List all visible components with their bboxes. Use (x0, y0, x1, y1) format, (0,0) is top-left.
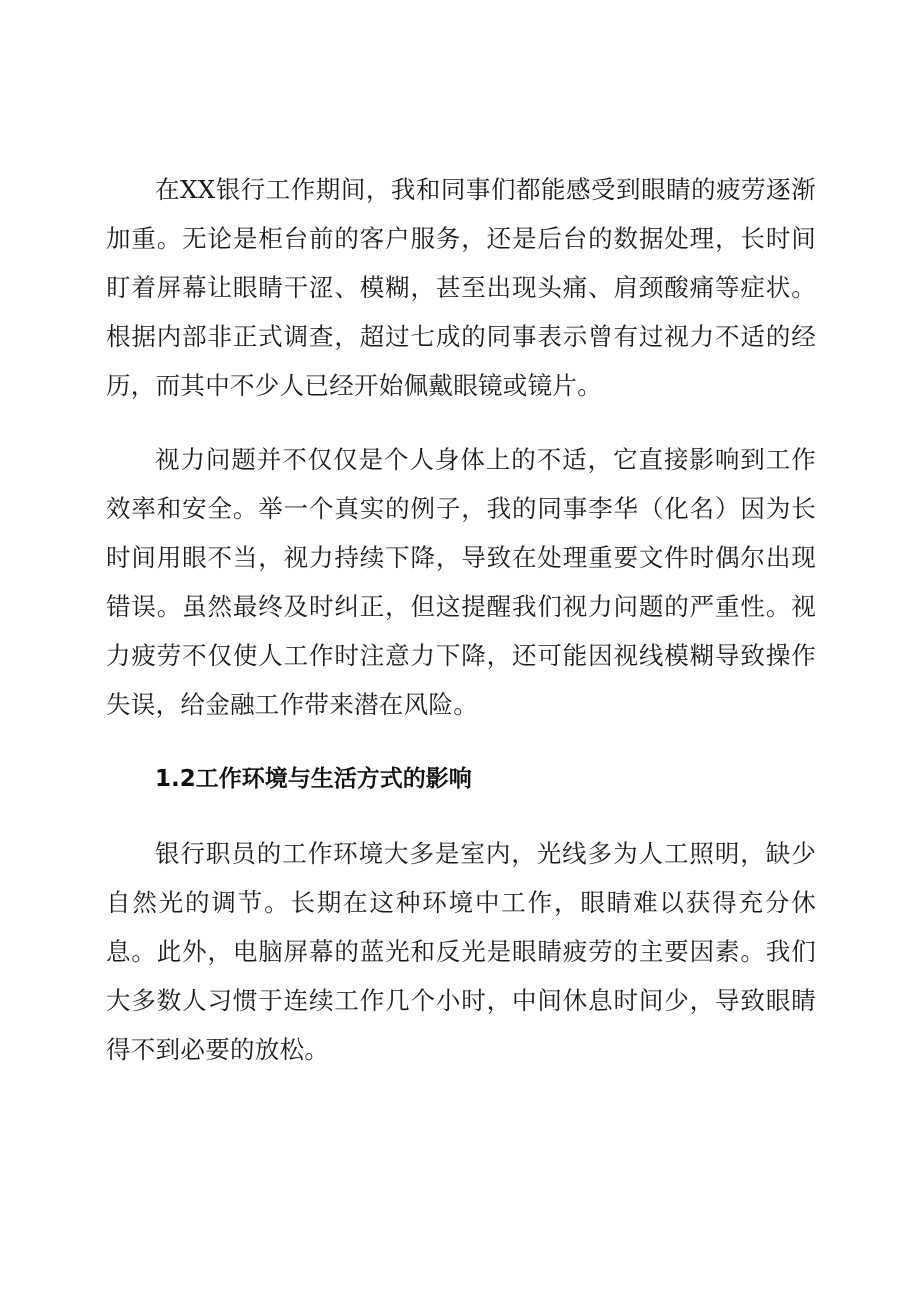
paragraph-work-environment: 银行职员的工作环境大多是室内，光线多为人工照明，缺少自然光的调节。长期在这种环境中工作，眼睛难以获得充分休息。此外，电脑屏幕的蓝光和反光是眼睛疲劳的主要因素。我们大多数人习惯于连续工作几个小时，中间休息时间少，导致眼睛得不到必要的放松。 (106, 839, 816, 1064)
section-heading: 1.2工作环境与生活方式的影响 (155, 766, 472, 792)
document-body (106, 165, 816, 1074)
paragraph-vision-impact: 视力问题并不仅仅是个人身体上的不适，它直接影响到工作效率和安全。举一个真实的例子，我的同事李华（化名）因为长时间用眼不当，视力持续下降，导致在处理重要文件时偶尔出现错误。虽然最终及时纠正，但这提醒我们视力问题的严重性。视力疲劳不仅使人工作时注意力下降，还可能因视线模糊导致操作失误，给金融工作带来潜在风险。 (106, 445, 816, 719)
paragraph-eye-fatigue: 在XX银行工作期间，我和同事们都能感受到眼睛的疲劳逐渐加重。无论是柜台前的客户服务，还是后台的数据处理，长时间盯着屏幕让眼睛干涩、模糊，甚至出现头痛、肩颈酸痛等症状。根据内部非正式调查，超过七成的同事表示曾有过视力不适的经历，而其中不少人已经开始佩戴眼镜或镜片。 (106, 175, 816, 400)
